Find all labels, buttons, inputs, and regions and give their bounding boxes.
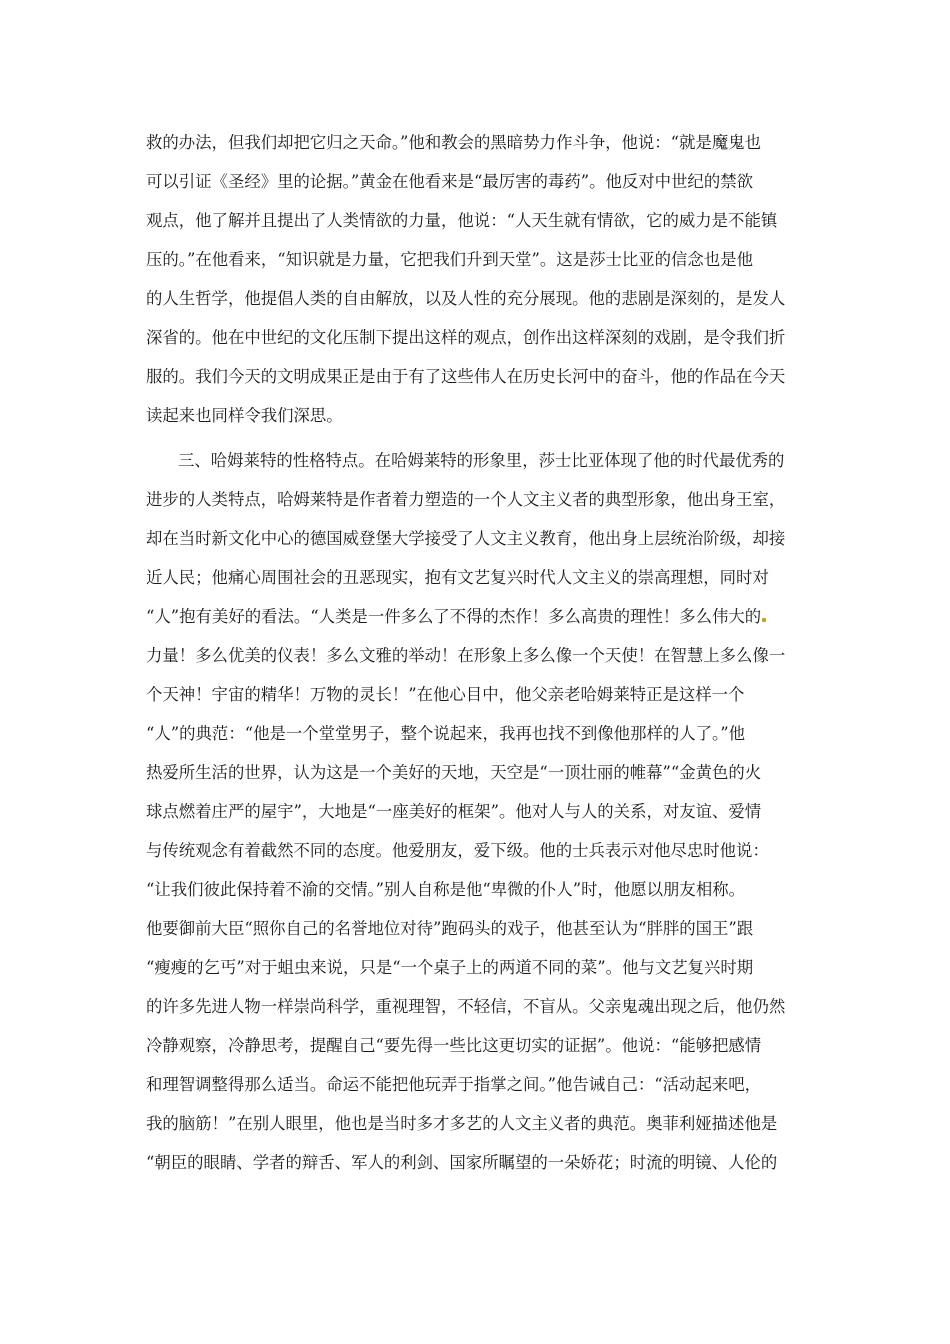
- section-heading-line: 三、哈姆莱特的性格特点。在哈姆莱特的形象里，莎士比亚体现了他的时代最优秀的: [178, 451, 785, 470]
- text-line: 进步的人类特点，哈姆莱特是作者着力塑造的一个人文主义者的典型形象，他出身王室，: [146, 490, 786, 509]
- text-line: “让我们彼此保持着不渝的交情。”别人自称是他“卑微的仆人”时，他愿以朋友相称。: [146, 880, 745, 899]
- text-line: 深省的。他在中世纪的文化压制下提出这样的观点，创作出这样深刻的戏剧，是令我们折: [146, 328, 786, 347]
- text-line: 我的脑筋！”在别人眼里，他也是当时多才多艺的人文主义者的典范。奥菲利娅描述他是: [146, 1114, 778, 1133]
- text-line: 冷静观察，冷静思考，提醒自己“要先得一些比这更切实的证据”。他说：“能够把感情: [146, 1036, 762, 1055]
- text-line: 热爱所生活的世界，认为这是一个美好的天地，天空是“一顶壮丽的帷幕”“金黄色的火: [146, 763, 762, 782]
- text-line: 力量！多么优美的仪表！多么文雅的举动！在形象上多么像一个天使！在智慧上多么像一: [146, 646, 786, 665]
- text-line: 的人生哲学，他提倡人类的自由解放，以及人性的充分展现。他的悲剧是深刻的，是发人: [146, 289, 786, 308]
- text-line: 球点燃着庄严的屋宇”，大地是“一座美好的框架”。他对人与人的关系，对友谊、爱情: [146, 802, 762, 821]
- text-line: 可以引证《圣经》里的论据。”黄金在他看来是“最厉害的毒药”。他反对中世纪的禁欲: [146, 172, 753, 191]
- text-line: 与传统观念有着截然不同的态度。他爱朋友，爱下级。他的士兵表示对他尽忠时他说：: [146, 841, 769, 860]
- text-line: 压的。”在他看来，“知识就是力量，它把我们升到天堂”。这是莎士比亚的信念也是他: [146, 250, 753, 269]
- text-line: 和理智调整得那么适当。命运不能把他玩弄于指掌之间。”他告诫自己：“活动起来吧，: [146, 1075, 762, 1094]
- text-line: 读起来也同样令我们深思。: [146, 406, 343, 425]
- text-line: 救的办法，但我们却把它归之天命。”他和教会的黑暗势力作斗争，他说：“就是魔鬼也: [146, 133, 762, 152]
- text-line: “人”的典范：“他是一个堂堂男子，整个说起来，我再也找不到像他那样的人了。”他: [146, 724, 745, 743]
- text-line: 观点，他了解并且提出了人类情欲的力量，他说：“人天生就有情欲，它的威力是不能镇: [146, 211, 778, 230]
- text-line: “瘦瘦的乞丐”对于蛆虫来说，只是“一个桌子上的两道不同的菜”。他与文艺复兴时期: [146, 958, 754, 977]
- text-line: 个天神！宇宙的精华！万物的灵长！”在他心目中，他父亲老哈姆莱特正是这样一个: [146, 685, 745, 704]
- text-line: “人”抱有美好的看法。“人类是一件多么了不得的杰作！多么高贵的理性！多么伟大的: [146, 607, 766, 627]
- text-line: 他要御前大臣“照你自己的名誉地位对待”跑码头的戏子，他甚至认为“胖胖的国王”跟: [146, 919, 754, 938]
- text-line: “朝臣的眼睛、学者的辩舌、军人的利剑、国家所瞩望的一朵娇花；时流的明镜、人伦的: [146, 1153, 778, 1172]
- text-line: 近人民；他痛心周围社会的丑恶现实，抱有文艺复兴时代人文主义的崇高理想，同时对: [146, 568, 769, 587]
- text-line: 的许多先进人物一样崇尚科学，重视理智，不轻信，不盲从。父亲鬼魂出现之后，他仍然: [146, 997, 786, 1016]
- highlight-mark: [762, 618, 766, 622]
- text-line: 却在当时新文化中心的德国威登堡大学接受了人文主义教育，他出身上层统治阶级，却接: [146, 529, 786, 548]
- text-line: 服的。我们今天的文明成果正是由于有了这些伟人在历史长河中的奋斗，他的作品在今天: [146, 367, 786, 386]
